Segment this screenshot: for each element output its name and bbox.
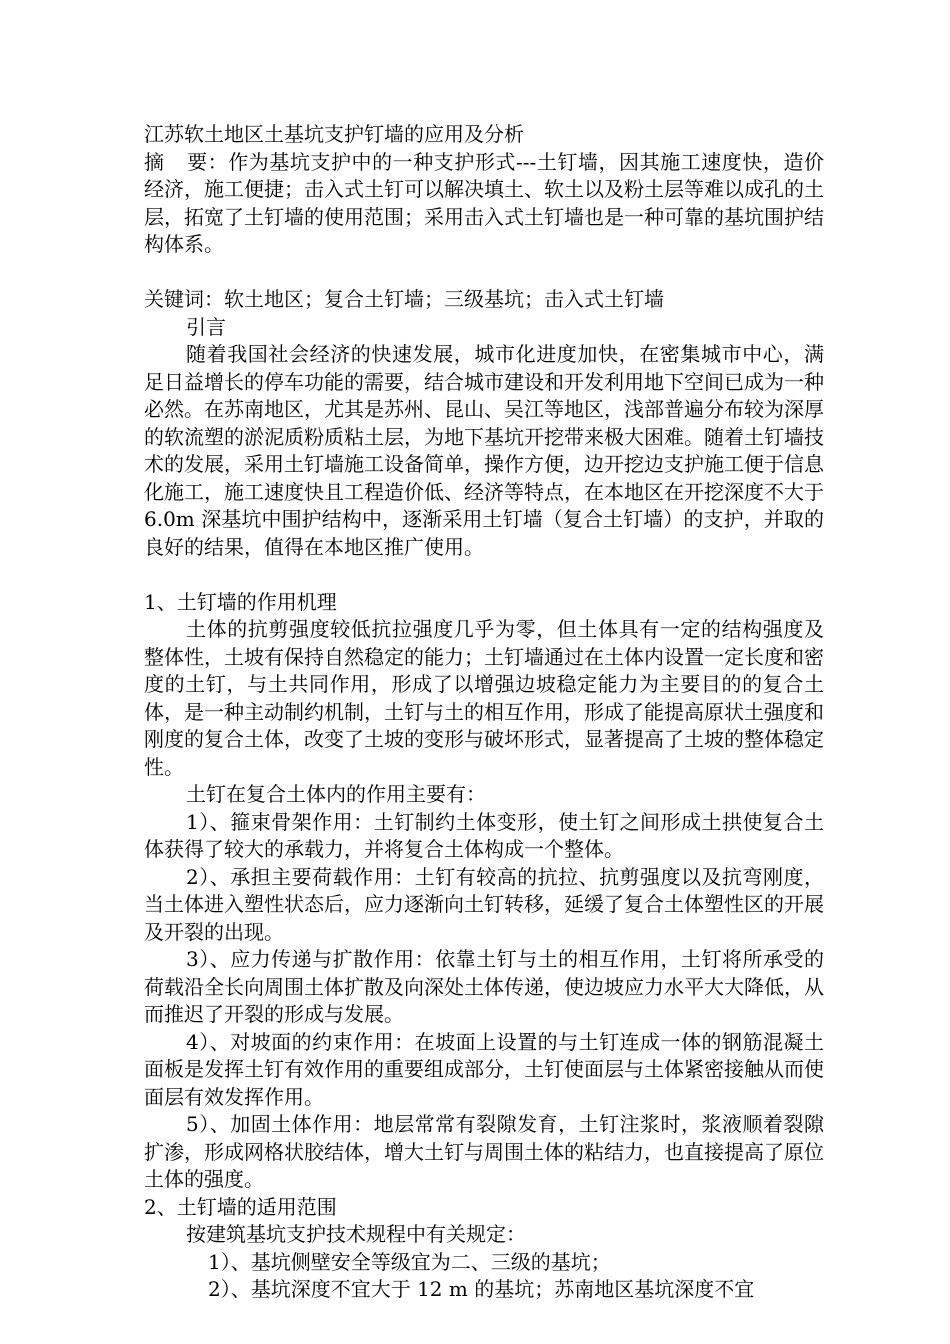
- section1-list-item: 2）、承担主要荷载作用：土钉有较高的抗拉、抗剪强度以及抗弯刚度，当土体进入塑性状态后，应力逐渐向土钉转移，延缓了复合土体塑性区的开展及开裂的出现。: [144, 864, 824, 944]
- abstract-label-a: 摘: [144, 149, 165, 174]
- section1-heading: 1、土钉墙的作用机理: [144, 589, 337, 614]
- abstract-label-b: 要：: [186, 149, 229, 174]
- intro-paragraph: 随着我国社会经济的快速发展，城市化进度加快，在密集城市中心，满足日益增长的停车功能的需要，结合城市建设和开发利用地下空间已成为一种必然。在苏南地区，尤其是苏州、昆山、吴江等地区，浅部普遍分布较为深厚的软流塑的淤泥质粉质粘土层，为地下基坑开挖带来极大困难。随着土钉墙技术的发展，采用土钉墙施工设备简单，操作方便，边开挖边支护施工便于信息化施工，施工速度快且工程造价低、经济等特点，在本地区在开挖深度不大于 6.0m 深基坑中围护结构中，逐渐采用土钉墙（复合土钉墙）的支护，并取的良好的结果，值得在本地区推广使用。: [144, 342, 824, 559]
- intro-heading: 引言: [186, 314, 226, 339]
- section2-list-item: 1）、基坑侧壁安全等级宜为二、三级的基坑；: [208, 1249, 611, 1274]
- section1-list-item: 5）、加固土体作用：地层常常有裂隙发育，土钉注浆时，浆液顺着裂隙扩渗，形成网格状胶结体，增大土钉与周围土体的粘结力，也直接提高了原位土体的强度。: [144, 1112, 824, 1191]
- abstract-text: 作为基坑支护中的一种支护形式---土钉墙，因其施工速度快，造价经济，施工便捷；击入式土钉可以解决填土、软土以及粉土层等难以成孔的土层，拓宽了土钉墙的使用范围；采用击入式土钉墙也是一种可靠的基坑围护结构体系。: [144, 149, 825, 256]
- abstract-paragraph: [144, 149, 824, 259]
- section2-paragraph: 按建筑基坑支护技术规程中有关规定：: [186, 1222, 526, 1246]
- section2-list-item: 2）、基坑深度不宜大于 12 m 的基坑；苏南地区基坑深度不宜: [208, 1277, 755, 1301]
- document-title: 江苏软土地区土基坑支护钉墙的应用及分析: [144, 122, 524, 146]
- section1-list-item: 4）、对坡面的约束作用：在坡面上设置的与土钉连成一体的钢筋混凝土面板是发挥土钉有效作用的重要组成部分，土钉使面层与土体紧密接触从而使面层有效发挥作用。: [144, 1029, 824, 1109]
- document-page: [144, 121, 824, 1304]
- keywords-line: 关键词：软土地区；复合土钉墙；三级基坑；击入式土钉墙: [144, 287, 664, 311]
- section1-paragraph: 土体的抗剪强度较低抗拉强度几乎为零，但土体具有一定的结构强度及整体性，土坡有保持自然稳定的能力；土钉墙通过在土体内设置一定长度和密度的土钉，与土共同作用，形成了以增强边坡稳定能力为主要目的的复合土体，是一种主动制约机制，土钉与土的相互作用，形成了能提高原状土强度和刚度的复合土体，改变了土坡的变形与破坏形式，显著提高了土坡的整体稳定性。: [144, 617, 824, 779]
- blank-line: [144, 259, 824, 287]
- section2-heading: 2、土钉墙的适用范围: [144, 1194, 337, 1219]
- section1-list-item: 3）、应力传递与扩散作用：依靠土钉与土的相互作用，土钉将所承受的荷载沿全长向周围土体扩散及向深处土体传递，使边坡应力水平大大降低，从而推迟了开裂的形成与发展。: [144, 947, 824, 1026]
- section1-paragraph: 土钉在复合土体内的作用主要有：: [186, 782, 486, 806]
- blank-line: [144, 561, 824, 589]
- section1-list-item: 1）、箍束骨架作用：土钉制约土体变形，使土钉之间形成土拱使复合土体获得了较大的承载力，并将复合土体构成一个整体。: [144, 809, 824, 861]
